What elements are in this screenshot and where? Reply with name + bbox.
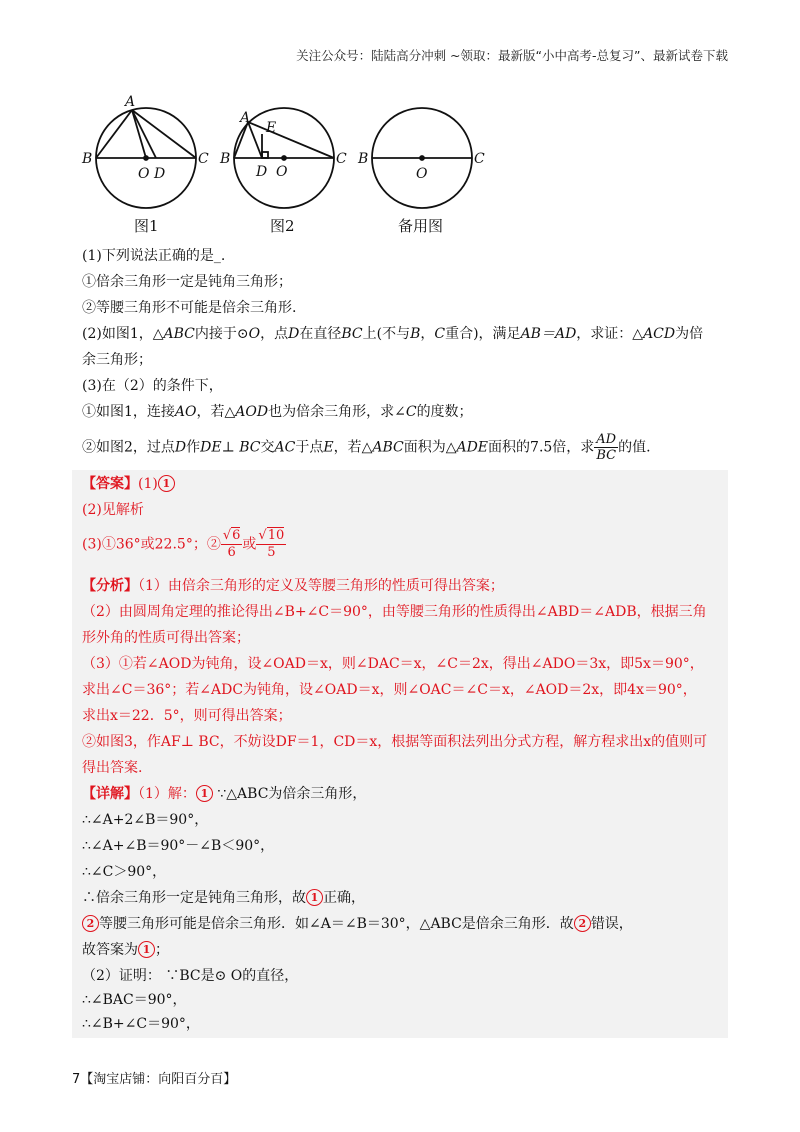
answer-panel	[72, 470, 728, 1038]
fraction-root6-6: $\frac{√6}{6}$	[222, 528, 241, 560]
analysis-line-4: （3）①若∠AOD为钝角，设∠OAD＝x，则∠DAC＝x，∠C＝2x，得出∠ADO＝3x，即5x＝90°，	[82, 656, 704, 672]
fig2-label-b: B	[220, 151, 231, 167]
detail-line-9: ∴∠BAC＝90°，	[82, 992, 187, 1008]
page-number: 7	[72, 1072, 81, 1087]
fig1-label-d: D	[154, 166, 166, 182]
analysis-line-1: 【分析】（1）由倍余三角形的定义及等腰三角形的性质可得出答案；	[82, 578, 504, 594]
page-header: 关注公众号：陆陆高分冲刺 ~领取：最新版“小中高考-总复习”、最新试卷下载	[296, 48, 728, 63]
fig1-label-c: C	[198, 151, 209, 167]
detail-line-4: ∴∠C＞90°，	[82, 864, 167, 880]
question-1: (1)下列说法正确的是_.	[82, 248, 226, 264]
detail-line-2: ∴∠A+2∠B＝90°，	[82, 812, 209, 828]
analysis-line-2: （2）由圆周角定理的推论得出∠B+∠C＝90°，由等腰三角形的性质得出∠ABD＝∠ADB，根据三角	[82, 604, 707, 620]
question-3: (3)在（2）的条件下，	[82, 378, 223, 394]
figure-1	[96, 108, 196, 208]
fig2-label-c: C	[336, 151, 347, 167]
fig3-label-o: O	[416, 166, 428, 182]
fraction-root10-5: $\frac{√10}{5}$	[258, 528, 285, 560]
detail-line-10: ∴∠B+∠C＝90°，	[82, 1016, 200, 1032]
answer-line-3: (3)①36°或22.5°；② $\frac{√6}{6}$ 或 $\frac{√10}{5}$	[82, 528, 285, 560]
fig2-label-a: A	[240, 110, 251, 126]
analysis-line-6: 求出x＝22．5°，则可得出答案；	[82, 708, 292, 724]
fig1-label-b: B	[82, 151, 93, 167]
question-3-part-1: ①如图1，连接AO，若△AOD也为倍余三角形，求∠C的度数；	[82, 404, 473, 420]
analysis-line-7: ②如图3，作AF⊥ BC，不妨设DF＝1，CD＝x，根据等面积法列出分式方程，解方程求出x的值则可	[82, 734, 708, 750]
fig1-caption: 图1	[134, 217, 159, 235]
analysis-line-5: 求出∠C＝36°；若∠ADC为钝角，设∠OAD＝x，则∠OAC＝∠C＝x，∠AOD＝2x，即4x＝90°，	[82, 682, 697, 698]
answer-line-2: (2)见解析	[82, 502, 144, 518]
analysis-line-8: 得出答案.	[82, 760, 143, 776]
fig2-caption: 图2	[270, 217, 295, 235]
figure-3	[372, 108, 472, 208]
figures	[60, 78, 485, 248]
fig3-caption: 备用图	[398, 217, 444, 235]
detail-line-8: （2）证明： ∵BC是⊙ O的直径，	[82, 968, 299, 984]
fig1-label-a: A	[125, 94, 136, 110]
fraction-ad-bc: $\frac{AD}{BC}$	[596, 432, 617, 463]
detail-line-6: 2 等腰三角形可能是倍余三角形．如∠A＝∠B＝30°，△ABC是倍余三角形．故 2 错误，	[82, 914, 633, 934]
analysis-line-3: 形外角的性质可得出答案；	[82, 630, 250, 646]
detail-line-5: ∴倍余三角形一定是钝角三角形，故 1 正确，	[82, 890, 365, 906]
footer-shop: 【淘宝店铺：向阳百分百】	[80, 1072, 237, 1087]
question-3-part-2: ②如图2，过点D作DE⊥ BC交AC于点E，若△ABC面积为△ADE面积的7.5倍，求 $\frac{AD}{BC}$ 的值.	[82, 432, 651, 463]
page-footer	[72, 1068, 236, 1087]
fig3-label-b: B	[358, 151, 369, 167]
question-1-option-1: ①倍余三角形一定是钝角三角形；	[82, 274, 292, 290]
question-1-option-2: ②等腰三角形不可能是倍余三角形.	[82, 300, 297, 316]
question-2: (2)如图1，△ABC内接于⊙O，点D在直径BC上(不与B，C重合)，满足AB＝AD，求证：△ACD为倍	[82, 326, 704, 342]
fig1-label-o: O	[138, 166, 150, 182]
detail-line-3: ∴∠A+∠B＝90°－∠B＜90°，	[82, 838, 275, 854]
detail-line-7: 故答案为 1 ；	[82, 942, 169, 958]
fig3-label-c: C	[474, 151, 485, 167]
fig2-label-e: E	[266, 120, 277, 136]
answer-line-1: 【答案】(1) 1	[82, 474, 175, 494]
question-2-line-2: 余三角形；	[82, 352, 152, 368]
detail-line-1: 【详解】（1）解： 1 ∵△ABC为倍余三角形，	[82, 786, 367, 802]
fig2-label-d: D	[256, 164, 268, 180]
fig2-label-o: O	[276, 164, 288, 180]
